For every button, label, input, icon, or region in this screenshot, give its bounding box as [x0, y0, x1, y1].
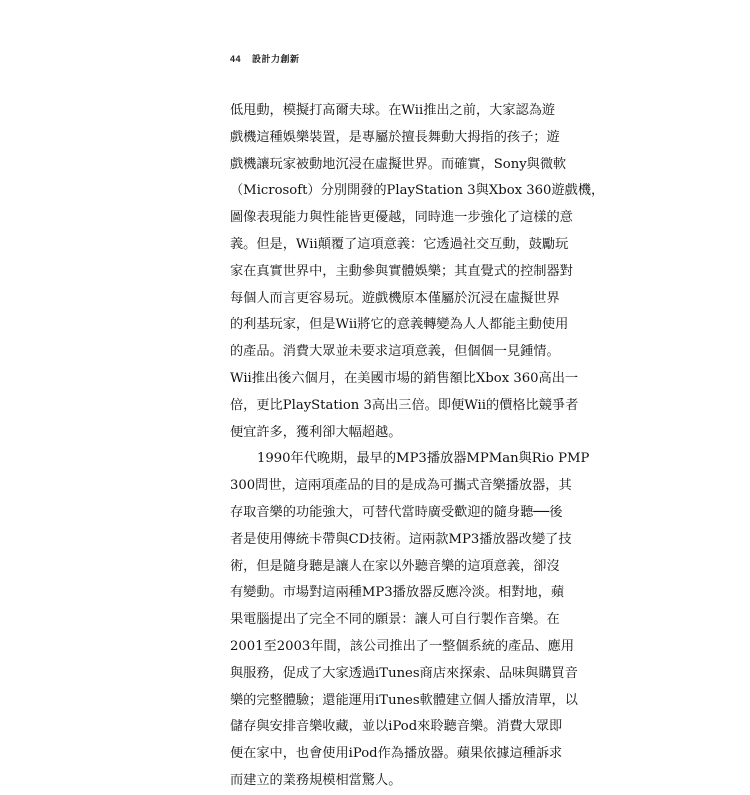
text-line: 義。但是，Wii顛覆了這項意義：它透過社交互動，鼓勵玩 — [230, 236, 569, 252]
text-line: 者是使用傳統卡帶與CD技術。這兩款MP3播放器改變了技 — [230, 531, 572, 547]
book-title: 設計力創新 — [252, 54, 300, 64]
text-line: 每個人而言更容易玩。遊戲機原本僅屬於沉浸在虛擬世界 — [230, 290, 560, 306]
body-text — [230, 98, 605, 795]
text-line: 戲機讓玩家被動地沉浸在虛擬世界。而確實，Sony與微軟 — [230, 156, 567, 172]
text-line: 的產品。消費大眾並未要求這項意義，但個個一見鍾情。 — [230, 344, 560, 360]
text-line: 圖像表現能力與性能皆更優越，同時進一步強化了這樣的意 — [230, 210, 573, 226]
text-line: 的利基玩家，但是Wii將它的意義轉變為人人都能主動使用 — [230, 317, 569, 333]
text-line: （Microsoft）分別開發的PlayStation 3與Xbox 360遊戲機， — [230, 183, 605, 199]
text-line: 樂的完整體驗；還能運用iTunes軟體建立個人播放清單，以 — [230, 692, 578, 708]
page-number: 44 — [230, 54, 242, 64]
text-line: 與服務，促成了大家透過iTunes商店來探索、品味與購買音 — [230, 665, 578, 681]
text-line: 便宜許多，獲利卻大幅超越。 — [230, 424, 402, 440]
text-line: 300問世，這兩項產品的目的是成為可攜式音樂播放器，其 — [230, 478, 572, 494]
text-line: 家在真實世界中，主動參與實體娛樂；其直覺式的控制器對 — [230, 263, 573, 279]
text-line: 倍，更比PlayStation 3高出三倍。即便Wii的價格比競爭者 — [230, 397, 579, 413]
text-line: 果電腦提出了完全不同的願景：讓人可自行製作音樂。在 — [230, 612, 560, 628]
text-line: 術，但是隨身聽是讓人在家以外聽音樂的這項意義，卻沒 — [230, 558, 560, 574]
text-line: 低甩動，模擬打高爾夫球。在Wii推出之前，大家認為遊 — [230, 103, 556, 118]
text-line: 存取音樂的功能強大，可替代當時廣受歡迎的隨身聽──後 — [230, 504, 563, 520]
text-line: 2001至2003年間，該公司推出了一整個系統的產品、應用 — [230, 638, 575, 654]
text-line: Wii推出後六個月，在美國市場的銷售額比Xbox 360高出一 — [230, 370, 579, 386]
text-line: 1990年代晚期，最早的MP3播放器MPMan與Rio PMP — [257, 451, 590, 467]
text-line: 儲存與安排音樂收藏，並以iPod來聆聽音樂。消費大眾即 — [230, 719, 563, 735]
running-header — [230, 52, 300, 65]
text-line: 有變動。市場對這兩種MP3播放器反應冷淡。相對地，蘋 — [230, 585, 565, 601]
text-line: 而建立的業務規模相當驚人。 — [230, 772, 402, 788]
text-line: 戲機這種娛樂裝置，是專屬於擅長舞動大拇指的孩子；遊 — [230, 129, 560, 145]
text-line: 便在家中，也會使用iPod作為播放器。蘋果依據這種訴求 — [230, 746, 563, 762]
